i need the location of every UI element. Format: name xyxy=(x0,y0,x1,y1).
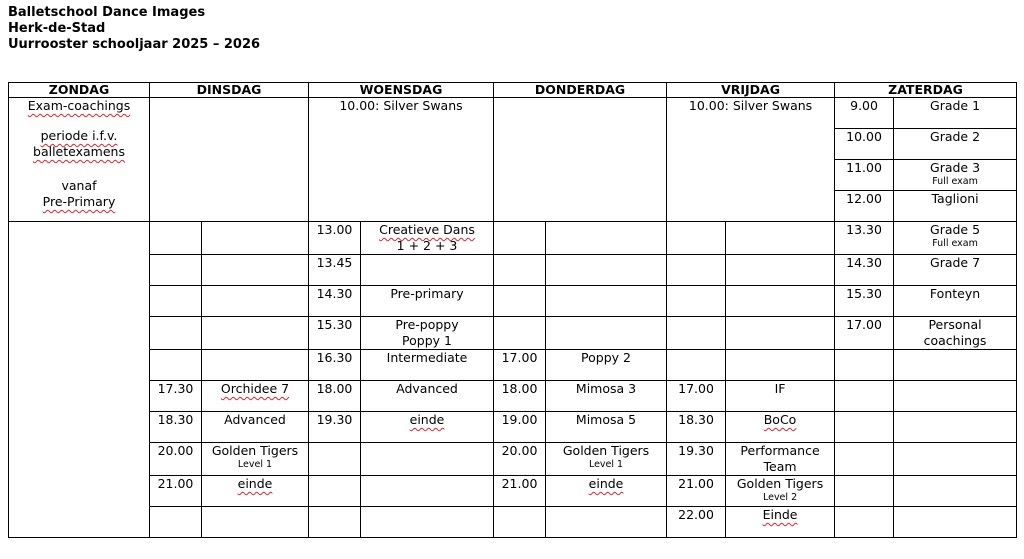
vrijdag-class-sub: Level 2 xyxy=(762,492,798,503)
zaterdag-class-sub: Full exam xyxy=(932,238,978,249)
woensdag-class xyxy=(361,476,494,507)
zondag-line2: periode i.f.v. xyxy=(40,128,118,143)
header-row xyxy=(9,83,1017,98)
dinsdag-time: 20.00 xyxy=(150,443,202,476)
zaterdag-class xyxy=(894,381,1017,412)
woensdag-top-block: 10.00: Silver Swans xyxy=(309,98,494,222)
school-name: Balletschool Dance Images xyxy=(8,5,206,20)
zaterdag-time xyxy=(835,507,894,538)
vrijdag-class xyxy=(726,476,835,507)
zaterdag-time: 17.00 xyxy=(835,317,894,350)
vrijdag-class xyxy=(726,350,835,381)
woensdag-time: 13.00 xyxy=(309,222,361,255)
woensdag-class xyxy=(361,317,494,350)
donderdag-time: 18.00 xyxy=(494,381,546,412)
donderdag-time xyxy=(494,507,546,538)
dinsdag-class xyxy=(202,476,309,507)
donderdag-class: Poppy 2 xyxy=(546,350,667,381)
woensdag-time: 13.45 xyxy=(309,255,361,286)
woensdag-class-name: Pre-poppy xyxy=(395,317,459,332)
vrijdag-time xyxy=(667,255,726,286)
zaterdag-time xyxy=(835,350,894,381)
vrijdag-time: 21.00 xyxy=(667,476,726,507)
zaterdag-class xyxy=(894,476,1017,507)
dinsdag-class xyxy=(202,255,309,286)
zaterdag-class xyxy=(894,507,1017,538)
donderdag-time xyxy=(494,317,546,350)
woensdag-class-name: einde xyxy=(409,412,445,427)
zondag-line4: vanaf xyxy=(61,178,97,193)
vrijdag-class-name: Golden Tigers xyxy=(736,476,824,491)
document-header xyxy=(8,5,260,53)
day-header-vrijdag: VRIJDAG xyxy=(667,83,835,98)
vrijdag-time: 19.30 xyxy=(667,443,726,476)
table-row xyxy=(9,222,1017,255)
city-name: Herk-de-Stad xyxy=(8,21,106,36)
woensdag-class: Intermediate xyxy=(361,350,494,381)
zaterdag-time: 10.00 xyxy=(835,129,894,160)
dinsdag-time: 17.30 xyxy=(150,381,202,412)
vrijdag-class xyxy=(726,286,835,317)
woensdag-class xyxy=(361,412,494,443)
day-header-dinsdag: DINSDAG xyxy=(150,83,309,98)
donderdag-time xyxy=(494,222,546,255)
donderdag-time: 21.00 xyxy=(494,476,546,507)
zaterdag-time: 9.00 xyxy=(835,98,894,129)
day-header-woensdag: WOENSDAG xyxy=(309,83,494,98)
dinsdag-class-name: Orchidee 7 xyxy=(220,381,290,396)
dinsdag-time: 18.30 xyxy=(150,412,202,443)
vrijdag-class-name: Performance xyxy=(740,443,820,458)
dinsdag-time: 21.00 xyxy=(150,476,202,507)
woensdag-class: Pre-primary xyxy=(361,286,494,317)
zaterdag-class-name: Personal xyxy=(928,317,982,332)
zaterdag-class: Taglioni xyxy=(894,191,1017,222)
vrijdag-time: 22.00 xyxy=(667,507,726,538)
zaterdag-class: Fonteyn xyxy=(894,286,1017,317)
woensdag-class-name: Creatieve Dans xyxy=(379,222,475,237)
table-row xyxy=(9,412,1017,443)
table-row xyxy=(9,98,1017,129)
donderdag-time: 20.00 xyxy=(494,443,546,476)
donderdag-class xyxy=(546,222,667,255)
donderdag-empty-block xyxy=(494,98,667,222)
vrijdag-class-name: BoCo xyxy=(763,412,797,427)
zondag-empty-lower xyxy=(9,222,150,538)
donderdag-class xyxy=(546,286,667,317)
woensdag-class-line2: 1 + 2 + 3 xyxy=(396,238,458,253)
vrijdag-time xyxy=(667,317,726,350)
dinsdag-time xyxy=(150,507,202,538)
dinsdag-class xyxy=(202,350,309,381)
vrijdag-class: IF xyxy=(726,381,835,412)
dinsdag-time xyxy=(150,255,202,286)
table-row xyxy=(9,381,1017,412)
zaterdag-class-name: Grade 3 xyxy=(930,160,981,175)
woensdag-class: Advanced xyxy=(361,381,494,412)
donderdag-class xyxy=(546,507,667,538)
zaterdag-class-sub: Full exam xyxy=(932,176,978,187)
zaterdag-class xyxy=(894,443,1017,476)
dinsdag-class-sub: Level 1 xyxy=(237,459,273,470)
donderdag-class-name: Golden Tigers xyxy=(562,443,650,458)
zondag-line5: Pre-Primary xyxy=(42,194,116,209)
zondag-block xyxy=(9,98,150,222)
donderdag-class xyxy=(546,255,667,286)
zaterdag-class-name: Grade 5 xyxy=(930,222,981,237)
zaterdag-class: Grade 7 xyxy=(894,255,1017,286)
dinsdag-class xyxy=(202,443,309,476)
woensdag-time: 14.30 xyxy=(309,286,361,317)
vrijdag-class-name: Einde xyxy=(762,507,798,522)
donderdag-class xyxy=(546,443,667,476)
vrijdag-top-block: 10.00: Silver Swans xyxy=(667,98,835,222)
table-row xyxy=(9,317,1017,350)
day-header-donderdag: DONDERDAG xyxy=(494,83,667,98)
zaterdag-class xyxy=(894,317,1017,350)
vrijdag-class xyxy=(726,507,835,538)
woensdag-time xyxy=(309,443,361,476)
zaterdag-class xyxy=(894,160,1017,191)
donderdag-time: 17.00 xyxy=(494,350,546,381)
woensdag-time: 18.00 xyxy=(309,381,361,412)
dinsdag-class-name: einde xyxy=(237,476,273,491)
donderdag-time: 19.00 xyxy=(494,412,546,443)
donderdag-class xyxy=(546,317,667,350)
vrijdag-time xyxy=(667,222,726,255)
vrijdag-class xyxy=(726,255,835,286)
zaterdag-time: 11.00 xyxy=(835,160,894,191)
woensdag-time xyxy=(309,476,361,507)
zaterdag-time xyxy=(835,412,894,443)
dinsdag-time xyxy=(150,222,202,255)
dinsdag-class xyxy=(202,286,309,317)
zaterdag-time: 14.30 xyxy=(835,255,894,286)
day-header-zaterdag: ZATERDAG xyxy=(835,83,1017,98)
woensdag-class-line2: Poppy 1 xyxy=(402,333,452,348)
vrijdag-class xyxy=(726,222,835,255)
schedule-title: Uurrooster schooljaar 2025 – 2026 xyxy=(8,37,261,52)
day-header-zondag: ZONDAG xyxy=(9,83,150,98)
dinsdag-empty-block xyxy=(150,98,309,222)
woensdag-class xyxy=(361,255,494,286)
donderdag-class-sub: Level 1 xyxy=(588,459,624,470)
schedule-table xyxy=(8,82,1017,538)
donderdag-time xyxy=(494,255,546,286)
vrijdag-class xyxy=(726,443,835,476)
zondag-line3: balletexamens xyxy=(33,144,125,159)
dinsdag-time xyxy=(150,350,202,381)
vrijdag-time xyxy=(667,286,726,317)
zaterdag-class xyxy=(894,222,1017,255)
dinsdag-class xyxy=(202,507,309,538)
zaterdag-time: 12.00 xyxy=(835,191,894,222)
zaterdag-class xyxy=(894,350,1017,381)
table-row xyxy=(9,255,1017,286)
vrijdag-class-line2: Team xyxy=(763,459,797,474)
vrijdag-class xyxy=(726,317,835,350)
donderdag-class xyxy=(546,476,667,507)
zaterdag-time: 15.30 xyxy=(835,286,894,317)
woensdag-time: 16.30 xyxy=(309,350,361,381)
zondag-line1: Exam-coachings xyxy=(27,98,131,113)
zaterdag-class: Grade 1 xyxy=(894,98,1017,129)
donderdag-class-name: einde xyxy=(588,476,624,491)
woensdag-time: 15.30 xyxy=(309,317,361,350)
vrijdag-time: 17.00 xyxy=(667,381,726,412)
woensdag-class xyxy=(361,507,494,538)
donderdag-time xyxy=(494,286,546,317)
dinsdag-class-name: Golden Tigers xyxy=(211,443,299,458)
dinsdag-class: Advanced xyxy=(202,412,309,443)
woensdag-time xyxy=(309,507,361,538)
table-row xyxy=(9,507,1017,538)
dinsdag-class xyxy=(202,381,309,412)
vrijdag-time: 18.30 xyxy=(667,412,726,443)
zaterdag-time xyxy=(835,476,894,507)
woensdag-class xyxy=(361,222,494,255)
dinsdag-time xyxy=(150,317,202,350)
donderdag-class: Mimosa 3 xyxy=(546,381,667,412)
woensdag-time: 19.30 xyxy=(309,412,361,443)
zaterdag-class-line2: coachings xyxy=(923,333,987,348)
vrijdag-class xyxy=(726,412,835,443)
table-row xyxy=(9,476,1017,507)
dinsdag-time xyxy=(150,286,202,317)
dinsdag-class xyxy=(202,317,309,350)
table-row xyxy=(9,350,1017,381)
zaterdag-time xyxy=(835,381,894,412)
dinsdag-class xyxy=(202,222,309,255)
zaterdag-time: 13.30 xyxy=(835,222,894,255)
table-row xyxy=(9,286,1017,317)
woensdag-class xyxy=(361,443,494,476)
zaterdag-time xyxy=(835,443,894,476)
donderdag-class: Mimosa 5 xyxy=(546,412,667,443)
vrijdag-time xyxy=(667,350,726,381)
zaterdag-class: Grade 2 xyxy=(894,129,1017,160)
zaterdag-class xyxy=(894,412,1017,443)
table-row xyxy=(9,443,1017,476)
